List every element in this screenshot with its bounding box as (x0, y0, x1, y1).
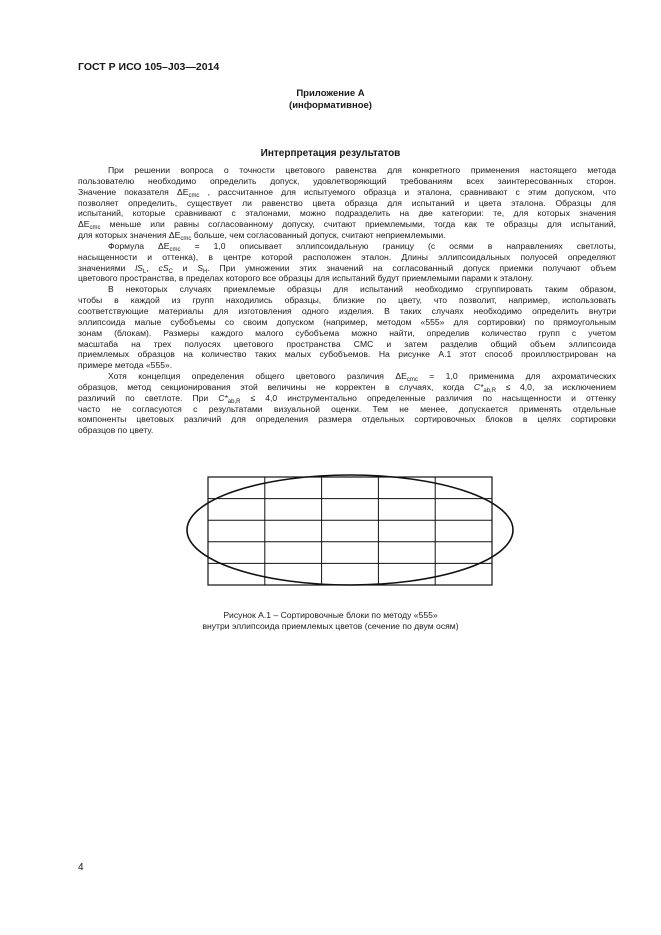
figure-caption (0, 610, 661, 632)
section-title: Интерпретация результатов (260, 148, 401, 159)
text-line: цветового пространства, в пределах которого все образцы для испытаний будут приемлемыми парами к эталону. (78, 273, 534, 284)
text-line: В некоторых случаях приемлемые образцы для испытаний необходимо сгруппировать таким образом, (108, 284, 616, 295)
text-line: масштаба на трех полуосях цветового пространства CMC и затем разделив общий объем эллипсоида (78, 338, 616, 349)
tolerance-ellipse (187, 475, 513, 585)
annex-note: (информативное) (289, 100, 372, 111)
text-line: При решении вопроса о точности цветового равенства для конкретного применения настоящего метода (108, 165, 616, 175)
text-line: приемлемых образцов на количество таких малых субобъемов. На рисунке А.1 этот способ проиллюстрирован на (78, 349, 616, 360)
text-line: Формула $\Delta E_{cmc} = 1,0$ описывает эллипсоидальную границу (с осями в направлениях светлоты, (108, 240, 616, 252)
text-line: позволяет определить, существует ли равенство цвета образца для испытаний и цвета эталона. Образцы для (78, 197, 616, 208)
text-line: чтобы в каждой из групп находились образцы, близкие по цвету, что позволит, например, использовать (78, 295, 616, 306)
text-line: соответствующие материалы для изготовления одного изделия. В таких случаях необходимо определить внутри (78, 305, 616, 316)
text-line: примере метода «555». (78, 360, 173, 371)
caption-line: внутри эллипсоида приемлемых цветов (сечение по двум осям) (202, 621, 459, 631)
text-line: различий по светлоте. При $C*_{ab,R} \le 4,0$ инструментально определенные различия по насыщенности и оттенку (78, 392, 616, 404)
annex-title: Приложение А (296, 88, 365, 99)
body-text (78, 165, 616, 436)
page-number: 4 (78, 862, 84, 873)
text-line: образцов, метод секционирования этой величины не корректен в случаях, когда $C*_{ab,R} \le 4,0$, за исключением (78, 381, 616, 393)
standard-designation: ГОСТ Р ИСО 105–J03—2014 (78, 61, 220, 73)
text-line: часто не согласуются с результатами визуальной оценки. Тем не менее, допускается применять отдельные (78, 403, 616, 414)
figure-sorting-blocks (180, 470, 520, 595)
text-line: Значение показателя $\Delta E_{cmc}$ , рассчитанное для испытуемого образца и эталона, сравнивают с этим допуском, что (78, 186, 616, 198)
text-line: насыщенности и оттенка), в центре которой расположен эталон. Длины эллипсоидальных полуосей определяют (78, 251, 616, 262)
text-line: эллипсоида малые субобъемы со своим допуском (например, методом «555» для сортировки) по прямоугольным (78, 316, 616, 327)
text-line: компоненты цветовых различий для определения размера отдельных сортировочных блоков в целях сортировки (78, 414, 616, 425)
text-line: $\Delta E_{cmc}$ меньше или равны согласованному допуску, считают приемлемыми, тогда как те образцы для испытаний, (78, 219, 616, 231)
text-line: испытаний, которые сравнивают с эталонами, можно подразделить на две категории: те, для которых значения (78, 208, 616, 219)
text-line: образцов по цвету. (78, 425, 154, 436)
caption-line: Рисунок А.1 – Сортировочные блоки по методу «555» (223, 610, 438, 620)
sorting-grid (208, 477, 492, 585)
text-line: зонам (блокам). Размеры каждого малого субобъема можно найти, определив количество групп с учетом (78, 327, 616, 338)
text-line: Хотя концепция определения общего цветового различия $\Delta E_{cmc} = 1,0$ применима для ахроматических (108, 371, 616, 382)
text-line: значениями $lS_L$, $cS_C$ и $S_H$. При умножении этих значений на согласованный допуск приемки получают объем (78, 262, 616, 274)
text-line: пользователю необходимо определить допуск, удовлетворяющий требованиям всех заинтересованных сторон. (78, 175, 616, 186)
text-line: для которых значения $\Delta E_{cmc}$ больше, чем согласованный допуск, считают неприемлемыми. (78, 230, 446, 241)
grid-outline (208, 477, 492, 585)
